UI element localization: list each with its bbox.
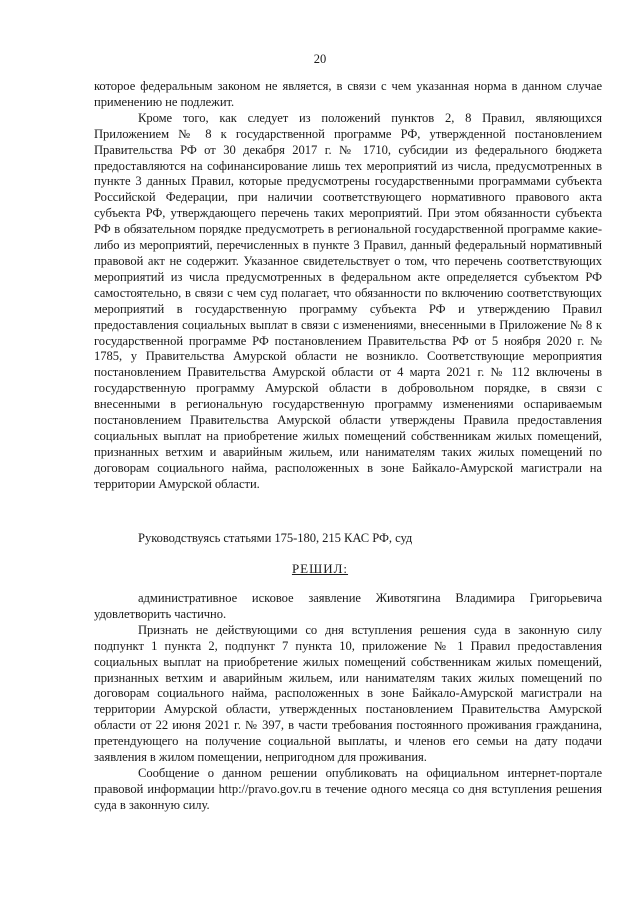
paragraph-continuation: которое федеральным законом не является, в связи с чем указанная норма в данном случае применению не подлежит.: [94, 79, 602, 109]
guided-by-block: [94, 531, 602, 547]
paragraph-decision-publish: Сообщение о данном решении опубликовать на официальном интернет-портале правовой информации http://pravo.gov.ru в течение одного месяца со дня вступления решения суда в законную силу.: [94, 765, 602, 812]
decision-text-block: [94, 591, 602, 814]
paragraph-decision-claim: административное исковое заявление Животягина Владимира Григорьевича удовлетворить частично.: [94, 591, 602, 621]
paragraph-subsidies: Кроме того, как следует из положений пунктов 2, 8 Правил, являющихся Приложением № 8 к государственной программе РФ, утвержденной постановлением Правительства РФ от 30 декабря 2017 г. № 1710, субсидии из федерального бюджета предоставляются на софинансирование лишь тех мероприятий из числа, предусмотренных в пункте 3 данных Правил, которые предусмотрены государственными программами субъекта Российской Федерации, при наличии соответствующего нормативного правового акта субъекта РФ, утверждающего перечень таких мероприятий. При этом обязанности субъекта РФ в обязательном порядке предусмотреть в региональной государственной программе какие-либо из мероприятий, перечисленных в пункте 3 Правил, данный федеральный нормативный правовой акт не содержит. Указанное свидетельствует о том, что перечень соответствующих мероприятий из числа предусмотренных в федеральном акте определяется субъектом РФ самостоятельно, в связи с чем суд полагает, что обязанности по включению соответствующих мероприятий в государственную программу субъекта РФ и утверждению Правил предоставления социальных выплат в связи с изменениями, внесенными в Приложение № 8 к государственной программе РФ постановлением Правительства РФ от 5 ноября 2020 г. № 1785, у Правительства Амурской области не возникло. Соответствующие мероприятия постановлением Правительства Амурской области от 4 марта 2021 г. № 112 включены в государственную программу Амурской области в добровольном порядке, в связи с внесенными в региональную государственную программу изменениями оспариваемым постановлением Правительства Амурской области утверждены Правила предоставления социальных выплат на приобретение жилых помещений собственникам жилых помещений, признанных ветхим и аварийным жильем, или нанимателям таких жилых помещений по договорам социального найма, расположенных в зоне Байкало-Амурской магистрали на территории Амурской области.: [94, 110, 602, 491]
page-number: 20: [313, 52, 327, 66]
main-text-block: [94, 79, 602, 493]
paragraph-guided-by: Руководствуясь статьями 175-180, 215 КАС РФ, суд: [138, 531, 413, 545]
paragraph-decision-invalidate: Признать не действующими со дня вступления решения суда в законную силу подпункт 1 пункта 2, подпункт 7 пункта 10, приложение № 1 Правил предоставления социальных выплат на приобретение жилых помещений собственникам жилых помещений, признанных ветхим и аварийным жильем, или нанимателям таких жилых помещений по договорам социального найма, расположенных в зоне Байкало-Амурской магистрали на территории Амурской области, утвержденных постановлением Правительства Амурской области от 22 июня 2021 г. № 397, в части требования постоянного проживания гражданина, претендующего на получение социальной выплаты, и членов его семьи на дату подачи заявления в жилом помещении, непригодном для проживания.: [94, 622, 602, 765]
decision-heading: РЕШИЛ:: [291, 561, 349, 576]
